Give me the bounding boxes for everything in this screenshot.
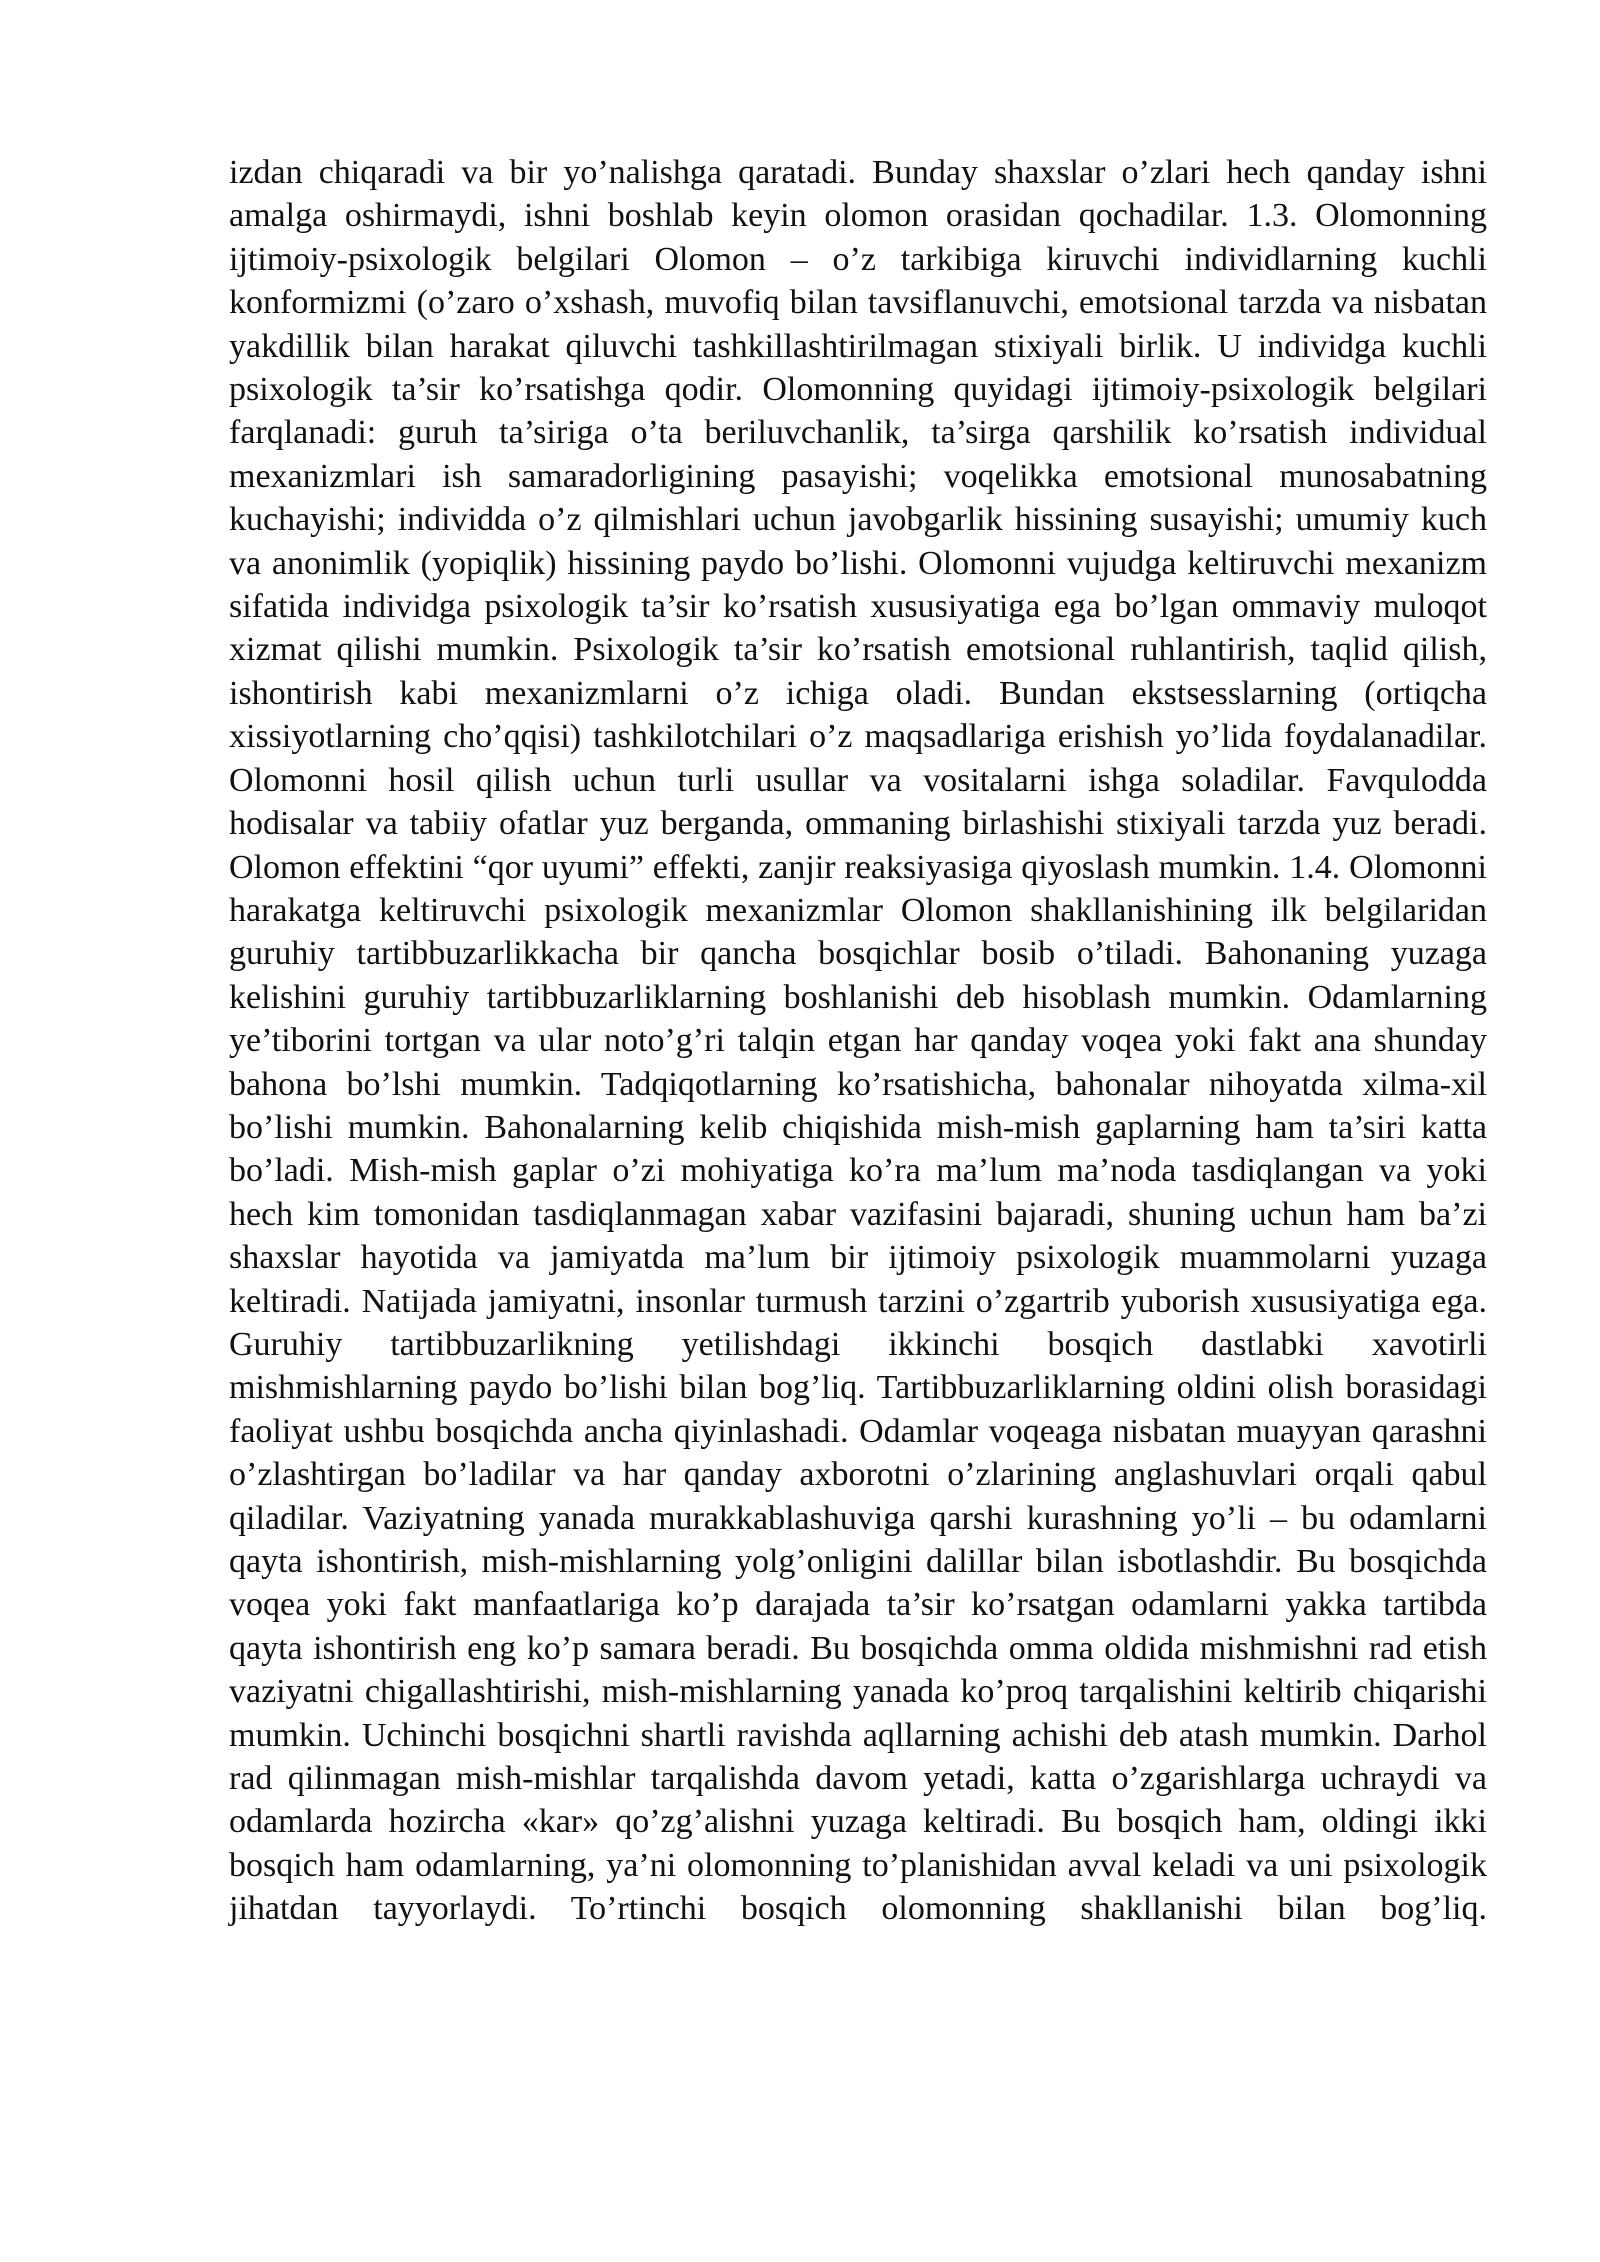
body-paragraph: izdan chiqaradi va bir yo’nalishga qaratadi. Bunday shaxslar o’zlari hech qanday ishni amalga oshirmaydi, ishni boshlab keyin olomon orasidan qochadilar. 1.3. Olomonning ijtimoiy-psixologik belgilari Olomon – o’z tarkibiga kiruvchi individlarning kuchli konformizmi (o’zaro o’xshash, muvofiq bilan tavsiflanuvchi, emotsional tarzda va nisbatan yakdillik bilan harakat qiluvchi tashkillashtirilmagan stixiyali birlik. U individga kuchli psixologik ta’sir ko’rsatishga qodir. Olomonning quyidagi ijtimoiy-psixologik belgilari farqlanadi: guruh ta’siriga o’ta beriluvchanlik, ta’sirga qarshilik ko’rsatish individual mexanizmlari ish samaradorligining pasayishi; voqelikka emotsional munosabatning kuchayishi; individda o’z qilmishlari uchun javobgarlik hissining susayishi; umumiy kuch va anonimlik (yopiqlik) hissining paydo bo’lishi. Olomonni vujudga keltiruvchi mexanizm sifatida individga psixologik ta’sir ko’rsatish xususiyatiga ega bo’lgan ommaviy muloqot xizmat qilishi mumkin. Psixologik ta’sir ko’rsatish emotsional ruhlantirish, taqlid qilish, ishontirish kabi mexanizmlarni o’z ichiga oladi. Bundan ekstsesslarning (ortiqcha xissiyotlarning cho’qqisi) tashkilotchilari o’z maqsadlariga erishish yo’lida foydalanadilar. Olomonni hosil qilish uchun turli usullar va vositalarni ishga soladilar. Favqulodda hodisalar va tabiiy ofatlar yuz berganda, ommaning birlashishi stixiyali tarzda yuz beradi. Olomon effektini “qor uyumi” effekti, zanjir reaksiyasiga qiyoslash mumkin. 1.4. Olomonni harakatga keltiruvchi psixologik mexanizmlar Olomon shakllanishining ilk belgilaridan guruhiy tartibbuzarlikkacha bir qancha bosqichlar bosib o’tiladi. Bahonaning yuzaga kelishini guruhiy tartibbuzarliklarning boshlanishi deb hisoblash mumkin. Odamlarning ye’tiborini tortgan va ular noto’g’ri talqin etgan har qanday voqea yoki fakt ana shunday bahona bo’lshi mumkin. Tadqiqotlarning ko’rsatishicha, bahonalar nihoyatda xilma-xil bo’lishi mumkin. Bahonalarning kelib chiqishida mish-mish gaplarning ham ta’siri katta bo’ladi. Mish-mish gaplar o’zi mohiyatiga ko’ra ma’lum ma’noda tasdiqlangan va yoki hech kim tomonidan tasdiqlanmagan xabar vazifasini bajaradi, shuning uchun ham ba’zi shaxslar hayotida va jamiyatda ma’lum bir ijtimoiy psixologik muammolarni yuzaga keltiradi. Natijada jamiyatni, insonlar turmush tarzini o’zgartrib yuborish xususiyatiga ega. Guruhiy tartibbuzarlikning yetilishdagi ikkinchi bosqich dastlabki xavotirli mishmishlarning paydo bo’lishi bilan bog’liq. Tartibbuzarliklarning oldini olish borasidagi faoliyat ushbu bosqichda ancha qiyinlashadi. Odamlar voqeaga nisbatan muayyan qarashni o’zlashtirgan bo’ladilar va har qanday axborotni o’zlarining anglashuvlari orqali qabul qiladilar. Vaziyatning yanada murakkablashuviga qarshi kurashning yo’li – bu odamlarni qayta ishontirish, mish-mishlarning yolg’onligini dalillar bilan isbotlashdir. Bu bosqichda voqea yoki fakt manfaatlariga ko’p darajada ta’sir ko’rsatgan odamlarni yakka tartibda qayta ishontirish eng ko’p samara beradi. Bu bosqichda omma oldida mishmishni rad etish vaziyatni chigallashtirishi, mish-mishlarning yanada ko’proq tarqalishini keltirib chiqarishi mumkin. Uchinchi bosqichni shartli ravishda aqllarning achishi deb atash mumkin. Darhol rad qilinmagan mish-mishlar tarqalishda davom yetadi, katta o’zgarishlarga uchraydi va odamlarda hozircha «kar» qo’zg’alishni yuzaga keltiradi. Bu bosqich ham, oldingi ikki bosqich ham odamlarning, ya’ni olomonning to’planishidan avval keladi va uni psixologik jihatdan tayyorlaydi. To’rtinchi bosqich olomonning shakllanishi bilan bog’liq. — [229, 154, 1487, 1928]
